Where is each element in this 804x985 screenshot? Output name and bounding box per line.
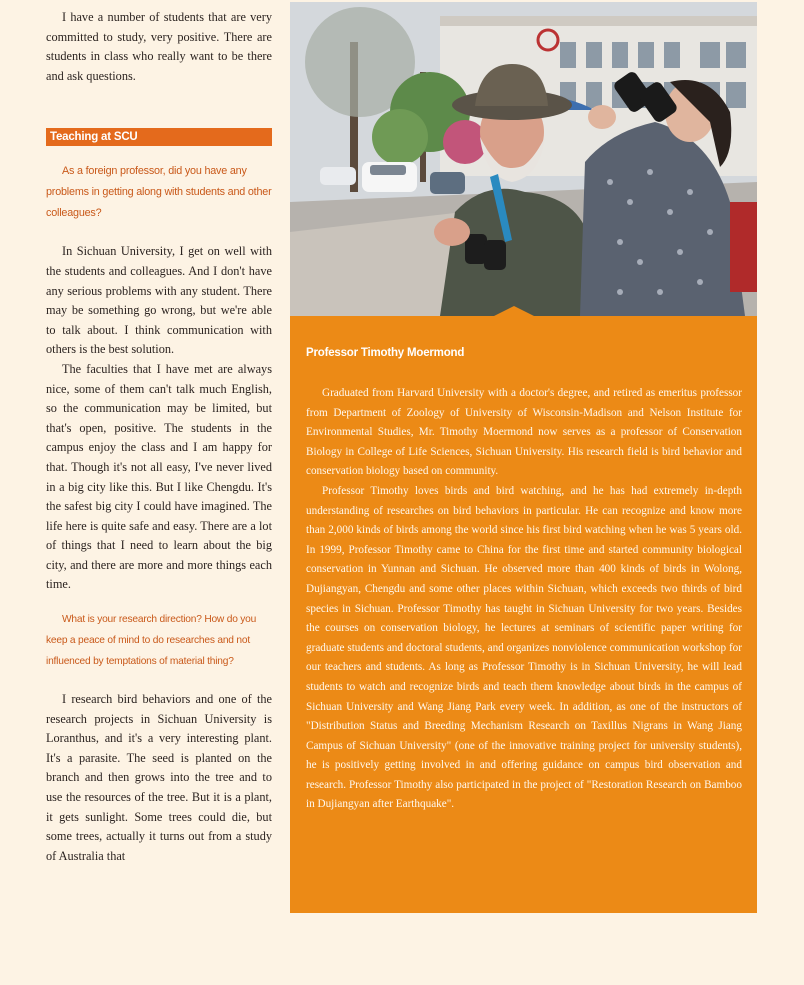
bio-title: Professor Timothy Moermond bbox=[306, 347, 465, 359]
answer-2-paragraph-1: I research bird behaviors and one of the research projects in Sichuan University is Loranthus, and it's a very interesting plant. It's a parasite. The seed is planted on the branch and then grows into the tree and to use the resources of the tree. But it is a plant, it gets sunlight. Some trees could die, but some trees, actually it turns out from a study of Australia that bbox=[46, 692, 272, 863]
interview-question-2: What is your research direction? How do you keep a peace of mind to do researches and not influenced by temptations of material thing? bbox=[46, 614, 257, 668]
answer-1-paragraph-1: In Sichuan University, I get on well with the students and colleagues. And I don't have any serious problems with any student. There may be something go wrong, but we're able to talk about. I think communication with others is the best solution. bbox=[46, 244, 272, 357]
intro-paragraph: I have a number of students that are very committed to study, very positive. There are students in class who really want to be there and ask questions. bbox=[46, 10, 272, 83]
bio-text bbox=[306, 384, 742, 815]
photo-illustration bbox=[290, 2, 757, 316]
interview-question-1: As a foreign professor, did you have any problems in getting along with students and other colleagues? bbox=[46, 165, 272, 220]
bio-paragraph-2: Professor Timothy loves birds and bird watching, and he has had extremely in-depth understanding of researches on bird behaviors in particular. He can recognize and know more than 2,000 kinds of birds among the world since his first bird watching when he was 5 years old. In 1999, Professor Timothy came to China for the first time and started community biological conservation in Yunnan and Sichuan. He observed more than 400 kinds of birds in Wolong, Dujiangyan, Chengdu and some other places within Sichuan, which exceeds two thirds of bird species in Sichuan. Professor Timothy has taught in Sichuan University for two years. Besides the courses on conservation biology, he lectures at seminars of scientific paper writing for graduate students and doctoral students, and organizes nonviolence communication workshop for our teachers and students. As long as Professor Timothy is in Sichuan University, he will lead students to watch and recognize birds and teach them knowledge about birds in the campus of Sichuan University and Wang Jiang Park every week. In addition, as one of the instructors of "Distribution Status and Breeding Mechanism Research on Taxillus Nigrans in Wang Jiang Campus of Sichuan University" (one of the innovative training project for university students), he is positively getting involved in and offering guidance on campus bird observation and research. Professor Timothy also participated in the project of "Restoration Research on Bamboo in Dujiangyan after Earthquake". bbox=[306, 484, 742, 811]
professor-photo bbox=[290, 2, 757, 316]
bio-paragraph-1: Graduated from Harvard University with a doctor's degree, and retired as emeritus professor from Department of Zoology of University of Wisconsin-Madison and Nelson Institute for Environmental Studies, Mr. Timothy Moermond now serves as a professor of Conservation Biology in College of Life Sciences, Sichuan University. His research field is bird behavior and conservation biology based on community. bbox=[306, 387, 742, 478]
answer-1-paragraph-2: The faculties that I have met are always nice, some of them can't talk much English, so the communication may be limited, but that's open, positive. The students in the campus enjoy the class and I am happy for that. Though it's not all easy, I've never lived in a big city like this. But I like Chengdu. It's the safest big city I could have imagined. The life here is quite safe and easy. There are a lot of things that I need to learn about the big city, and there are more and more things each time. bbox=[46, 361, 272, 592]
section-header-teaching: Teaching at SCU bbox=[46, 128, 272, 146]
bio-box bbox=[290, 316, 757, 913]
left-column bbox=[46, 8, 272, 866]
